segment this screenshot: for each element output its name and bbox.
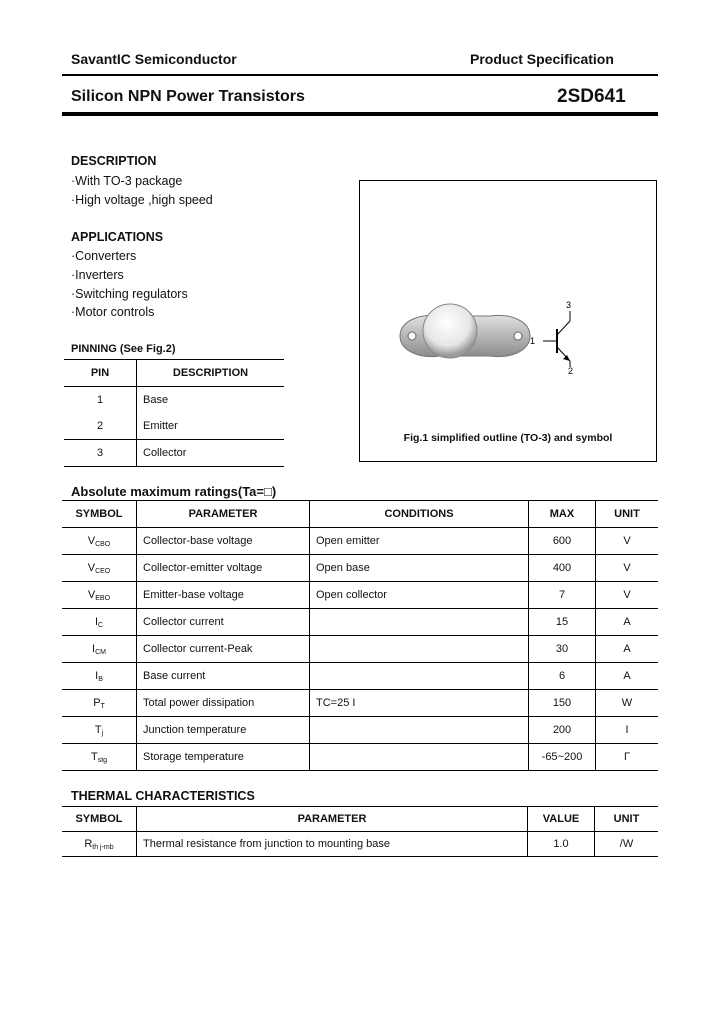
conditions-cell: Open emitter bbox=[310, 528, 529, 555]
company-name: SavantIC Semiconductor bbox=[71, 51, 237, 67]
desc-col-header: DESCRIPTION bbox=[172, 367, 249, 379]
conditions-cell: Open base bbox=[310, 555, 529, 582]
table-row bbox=[64, 387, 284, 414]
parameter-col-header: PARAMETER bbox=[137, 807, 528, 832]
parameter-cell: Storage temperature bbox=[137, 744, 310, 771]
conditions-cell: TC=25 I bbox=[310, 690, 529, 717]
symbol-subscript: th j-mb bbox=[92, 843, 114, 851]
symbol-letter: I bbox=[95, 669, 99, 682]
symbol-letter: I bbox=[94, 615, 98, 628]
ratings-table bbox=[62, 500, 658, 771]
emitter-arrow bbox=[563, 355, 570, 361]
symbol-col-header: SYMBOL bbox=[62, 807, 137, 832]
conditions-cell: Open collector bbox=[310, 582, 529, 609]
symbol-subscript: CM bbox=[95, 648, 106, 656]
symbol-cell bbox=[62, 528, 137, 555]
symbol-cell bbox=[62, 609, 137, 636]
pin-col-header: PIN bbox=[64, 360, 137, 387]
unit-cell: Γ bbox=[623, 751, 631, 763]
symbol-subscript: C bbox=[98, 621, 104, 629]
max-cell: 150 bbox=[529, 690, 596, 717]
application-item: ·Inverters bbox=[71, 268, 124, 282]
table-row bbox=[62, 636, 658, 663]
description-item: ·High voltage ,high speed bbox=[71, 193, 213, 207]
pin-description: Emitter bbox=[143, 420, 178, 432]
symbol-subscript: CBO bbox=[95, 540, 111, 548]
unit-cell: A bbox=[623, 616, 631, 628]
symbol-cell bbox=[62, 690, 137, 717]
table-row bbox=[62, 663, 658, 690]
package-can bbox=[423, 304, 477, 358]
max-cell: 400 bbox=[529, 555, 596, 582]
description-heading: DESCRIPTION bbox=[71, 154, 157, 168]
part-number: 2SD641 bbox=[557, 86, 626, 107]
max-cell: 6 bbox=[529, 663, 596, 690]
conditions-cell bbox=[310, 609, 529, 636]
pinning-table bbox=[64, 359, 284, 467]
application-item: ·Switching regulators bbox=[71, 287, 188, 301]
symbol-cell bbox=[62, 663, 137, 690]
parameter-col-header: PARAMETER bbox=[137, 501, 310, 528]
unit-cell: V bbox=[623, 562, 631, 574]
max-cell: 7 bbox=[529, 582, 596, 609]
thermal-heading: THERMAL CHARACTERISTICS bbox=[71, 789, 255, 803]
spec-label: Product Specification bbox=[470, 51, 614, 67]
symbol-letter: V bbox=[87, 588, 96, 601]
max-cell: 600 bbox=[529, 528, 596, 555]
symbol-subscript: j bbox=[101, 729, 104, 737]
application-item: ·Converters bbox=[71, 249, 137, 263]
symbol-letter: I bbox=[92, 642, 96, 655]
product-line: Silicon NPN Power Transistors bbox=[71, 88, 305, 105]
parameter-cell: Collector-emitter voltage bbox=[137, 555, 310, 582]
pin-description: Base bbox=[143, 394, 169, 406]
conditions-cell bbox=[310, 636, 529, 663]
mount-hole-left bbox=[408, 332, 416, 340]
symbol-subscript: B bbox=[98, 675, 103, 683]
table-row bbox=[62, 832, 658, 857]
collector-lead bbox=[557, 321, 570, 335]
parameter-cell: Thermal resistance from junction to mounting base bbox=[137, 832, 528, 857]
max-cell: 200 bbox=[529, 717, 596, 744]
symbol-subscript: EBO bbox=[95, 594, 111, 602]
table-row bbox=[62, 528, 658, 555]
conditions-cell bbox=[310, 717, 529, 744]
unit-cell: W bbox=[621, 697, 633, 709]
to3-package-figure bbox=[360, 181, 656, 461]
applications-heading: APPLICATIONS bbox=[71, 230, 164, 244]
ratings-heading: Absolute maximum ratings(Ta=□) bbox=[71, 484, 277, 499]
symbol-letter: P bbox=[93, 696, 101, 709]
table-row bbox=[62, 555, 658, 582]
symbol-letter: T bbox=[90, 750, 98, 763]
max-cell: 30 bbox=[529, 636, 596, 663]
max-cell: 15 bbox=[529, 609, 596, 636]
symbol-cell bbox=[62, 832, 137, 857]
thermal-table bbox=[62, 806, 658, 857]
unit-cell: /W bbox=[619, 838, 634, 850]
pin1-label: 1 bbox=[530, 336, 536, 346]
symbol-letter: T bbox=[94, 723, 102, 736]
table-row bbox=[64, 440, 284, 467]
application-item: ·Motor controls bbox=[71, 305, 155, 319]
parameter-cell: Junction temperature bbox=[137, 717, 310, 744]
pinning-header-row bbox=[64, 360, 284, 387]
figure-caption: Fig.1 simplified outline (TO-3) and symbol bbox=[403, 432, 613, 444]
ratings-body bbox=[62, 528, 658, 771]
parameter-cell: Base current bbox=[137, 663, 310, 690]
conditions-cell bbox=[310, 663, 529, 690]
table-row bbox=[64, 413, 284, 440]
parameter-cell: Total power dissipation bbox=[137, 690, 310, 717]
unit-cell: V bbox=[623, 589, 631, 601]
unit-col-header: UNIT bbox=[613, 813, 640, 825]
symbol-col-header: SYMBOL bbox=[62, 501, 137, 528]
table-row bbox=[62, 582, 658, 609]
max-cell: -65~200 bbox=[529, 744, 596, 771]
symbol-subscript: T bbox=[100, 702, 105, 710]
symbol-cell bbox=[62, 717, 137, 744]
unit-cell: V bbox=[623, 535, 631, 547]
pinning-heading: PINNING (See Fig.2) bbox=[71, 343, 176, 355]
title-rule bbox=[62, 112, 658, 116]
max-col-header: MAX bbox=[529, 501, 596, 528]
symbol-cell bbox=[62, 555, 137, 582]
pin-number: 2 bbox=[64, 413, 137, 440]
symbol-cell bbox=[62, 582, 137, 609]
unit-cell: A bbox=[623, 643, 631, 655]
description-item: ·With TO-3 package bbox=[71, 174, 183, 188]
unit-col-header: UNIT bbox=[614, 508, 640, 520]
parameter-cell: Collector-base voltage bbox=[137, 528, 310, 555]
header-rule bbox=[62, 74, 658, 76]
table-row bbox=[62, 717, 658, 744]
figure-box bbox=[359, 180, 657, 462]
table-row bbox=[62, 690, 658, 717]
pin3-label: 3 bbox=[566, 300, 572, 310]
unit-cell: I bbox=[625, 724, 629, 736]
pin2-label: 2 bbox=[568, 366, 574, 376]
table-row bbox=[62, 744, 658, 771]
thermal-header-row bbox=[62, 807, 658, 832]
parameter-cell: Emitter-base voltage bbox=[137, 582, 310, 609]
symbol-letter: V bbox=[87, 561, 96, 574]
value-col-header: VALUE bbox=[528, 807, 595, 832]
symbol-subscript: stg bbox=[97, 756, 108, 764]
symbol-letter: R bbox=[84, 837, 93, 850]
conditions-col-header: CONDITIONS bbox=[310, 501, 529, 528]
symbol-cell bbox=[62, 636, 137, 663]
parameter-cell: Collector current-Peak bbox=[137, 636, 310, 663]
conditions-cell bbox=[310, 744, 529, 771]
mount-hole-right bbox=[514, 332, 522, 340]
symbol-letter: V bbox=[87, 534, 96, 547]
parameter-cell: Collector current bbox=[137, 609, 310, 636]
symbol-subscript: CEO bbox=[95, 567, 111, 575]
table-row bbox=[62, 609, 658, 636]
symbol-cell bbox=[62, 744, 137, 771]
value-cell: 1.0 bbox=[528, 832, 595, 857]
pin-number: 3 bbox=[64, 440, 137, 467]
ratings-header-row bbox=[62, 501, 658, 528]
unit-cell: A bbox=[623, 670, 631, 682]
pin-description: Collector bbox=[143, 447, 187, 459]
pin-number: 1 bbox=[64, 387, 137, 414]
